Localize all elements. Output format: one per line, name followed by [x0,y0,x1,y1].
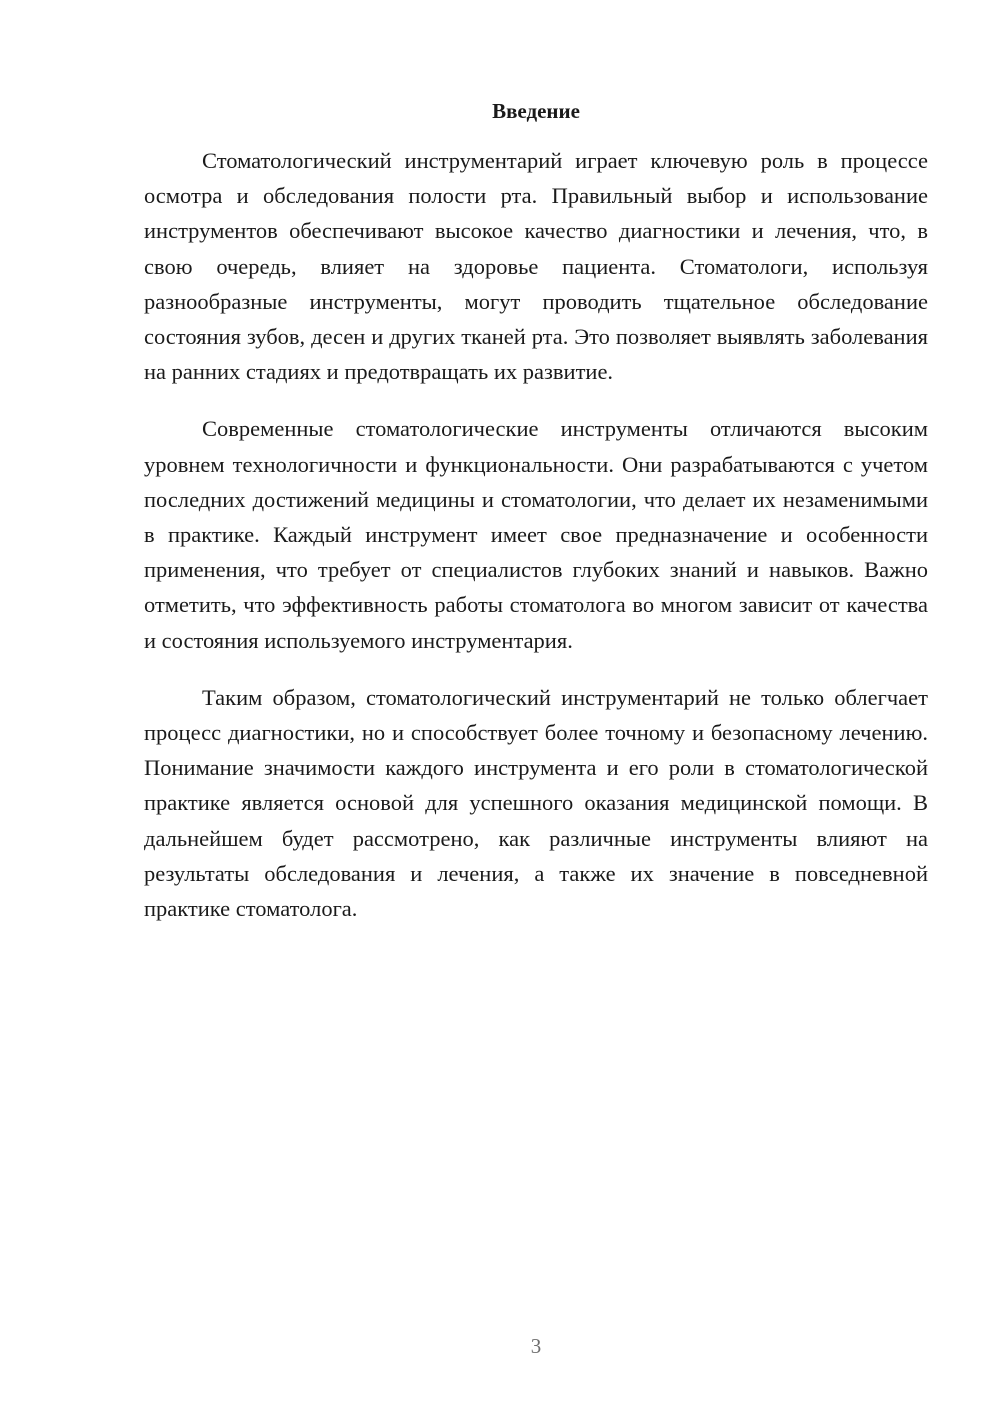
paragraph-1: Стоматологический инструментарий играет ключевую роль в процессе осмотра и обследования полости рта. Правильный выбор и использование инструментов обеспечивают высокое качество диагностики и лечения, что, в свою очередь, влияет на здоровье пациента. Стоматологи, используя разнообразные инструменты, могут проводить тщательное обследование состояния зубов, десен и других тканей рта. Это позволяет выявлять заболевания на ранних стадиях и предотвращать их развитие. [144,148,928,385]
paragraph-2: Современные стоматологические инструменты отличаются высоким уровнем технологичности и функциональности. Они разрабатываются с учетом последних достижений медицины и стоматологии, что делает их незаменимыми в практике. Каждый инструмент имеет свое предназначение и особенности применения, что требует от специалистов глубоких знаний и навыков. Важно отметить, что эффективность работы стоматолога во многом зависит от качества и состояния используемого инструментария. [144,416,928,653]
section-heading: Введение [492,99,580,123]
body-text [144,143,928,926]
page-number: 3 [530,1334,542,1358]
paragraph-3: Таким образом, стоматологический инструментарий не только облегчает процесс диагностики, но и способствует более точному и безопасному лечению. Понимание значимости каждого инструмента и его роли в стоматологической практике является основой для успешного оказания медицинской помощи. В дальнейшем будет рассмотрено, как различные инструменты влияют на результаты обследования и лечения, а также их значение в повседневной практике стоматолога. [144,684,928,922]
